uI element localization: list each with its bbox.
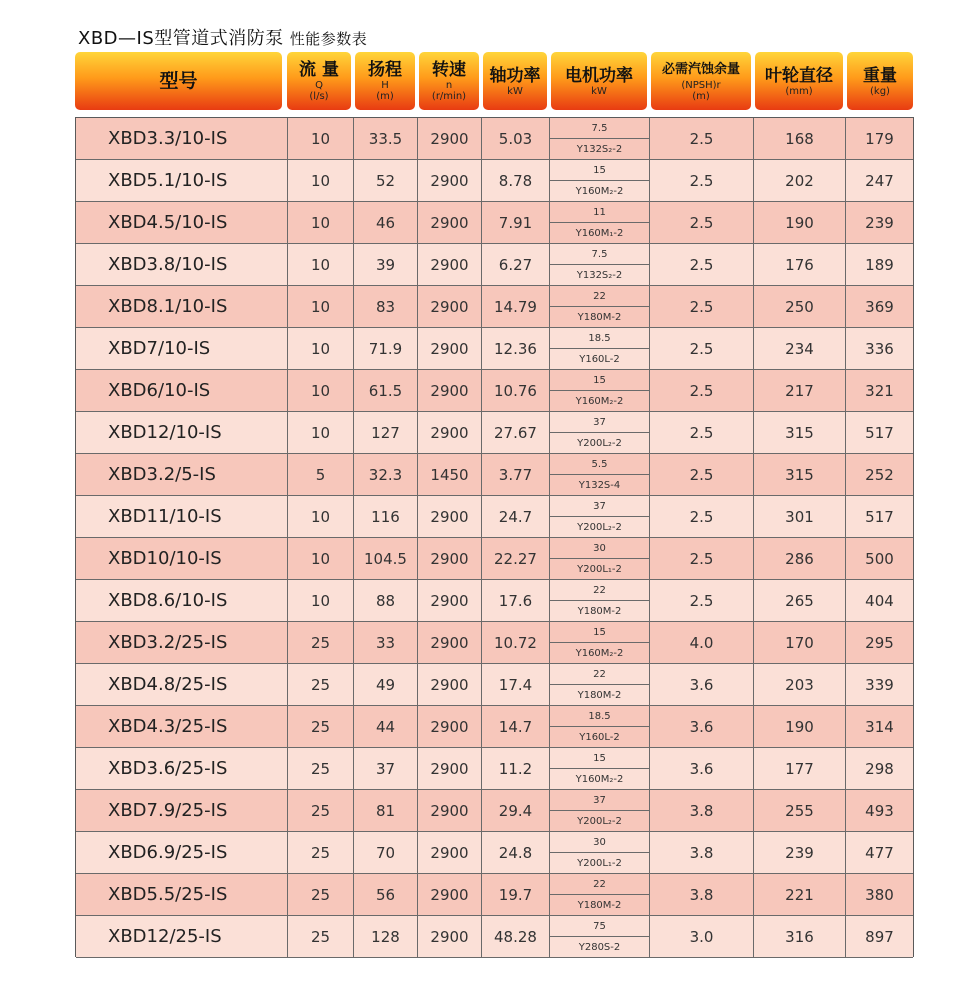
motor-power-cell xyxy=(550,832,650,874)
motor-kw: 22 xyxy=(550,874,649,895)
impeller-cell: 301 xyxy=(754,496,846,538)
table-row xyxy=(76,832,913,874)
npsh-cell: 3.6 xyxy=(650,748,754,790)
impeller-cell: 250 xyxy=(754,286,846,328)
model-cell: XBD3.3/10-IS xyxy=(76,118,288,160)
motor-power-cell xyxy=(550,790,650,832)
header-motor-label: 电机功率 xyxy=(565,65,633,86)
model-cell: XBD7/10-IS xyxy=(76,328,288,370)
impeller-cell: 286 xyxy=(754,538,846,580)
speed-cell: 2900 xyxy=(418,118,482,160)
impeller-cell: 315 xyxy=(754,412,846,454)
model-cell: XBD6.9/25-IS xyxy=(76,832,288,874)
speed-cell: 2900 xyxy=(418,538,482,580)
model-cell: XBD5.1/10-IS xyxy=(76,160,288,202)
weight-cell: 336 xyxy=(846,328,913,370)
weight-cell: 517 xyxy=(846,412,913,454)
model-cell: XBD3.6/25-IS xyxy=(76,748,288,790)
head-cell: 46 xyxy=(354,202,418,244)
flow-cell: 10 xyxy=(288,118,354,160)
motor-power-cell xyxy=(550,328,650,370)
model-cell: XBD8.1/10-IS xyxy=(76,286,288,328)
table-row xyxy=(76,748,913,790)
speed-cell: 1450 xyxy=(418,454,482,496)
motor-kw: 7.5 xyxy=(550,244,649,265)
npsh-cell: 3.0 xyxy=(650,916,754,958)
weight-cell: 897 xyxy=(846,916,913,958)
flow-cell: 10 xyxy=(288,412,354,454)
table-row xyxy=(76,916,913,958)
shaft-power-cell: 14.7 xyxy=(482,706,550,748)
shaft-power-cell: 17.6 xyxy=(482,580,550,622)
header-flow xyxy=(287,52,351,110)
weight-cell: 369 xyxy=(846,286,913,328)
npsh-cell: 3.8 xyxy=(650,874,754,916)
table-row xyxy=(76,664,913,706)
impeller-cell: 315 xyxy=(754,454,846,496)
head-cell: 33.5 xyxy=(354,118,418,160)
motor-power-cell xyxy=(550,244,650,286)
impeller-cell: 316 xyxy=(754,916,846,958)
head-cell: 39 xyxy=(354,244,418,286)
speed-cell: 2900 xyxy=(418,580,482,622)
impeller-cell: 221 xyxy=(754,874,846,916)
npsh-cell: 2.5 xyxy=(650,328,754,370)
motor-power-cell xyxy=(550,916,650,958)
weight-cell: 298 xyxy=(846,748,913,790)
table-row xyxy=(76,496,913,538)
flow-cell: 10 xyxy=(288,370,354,412)
title-main: XBD—IS型管道式消防泵 xyxy=(78,28,284,49)
flow-cell: 25 xyxy=(288,832,354,874)
motor-power-cell xyxy=(550,202,650,244)
flow-cell: 25 xyxy=(288,706,354,748)
npsh-cell: 2.5 xyxy=(650,496,754,538)
flow-cell: 5 xyxy=(288,454,354,496)
motor-type: Y200L₁-2 xyxy=(577,563,622,575)
motor-kw: 22 xyxy=(550,580,649,601)
header-head-unit: (m) xyxy=(376,91,394,102)
head-cell: 44 xyxy=(354,706,418,748)
motor-type: Y132S-4 xyxy=(578,479,621,491)
motor-type: Y160M₁-2 xyxy=(575,227,624,239)
model-cell: XBD3.2/25-IS xyxy=(76,622,288,664)
motor-power-cell xyxy=(550,370,650,412)
model-cell: XBD4.8/25-IS xyxy=(76,664,288,706)
motor-type: Y160M₂-2 xyxy=(575,395,624,407)
impeller-cell: 170 xyxy=(754,622,846,664)
model-cell: XBD12/25-IS xyxy=(76,916,288,958)
head-cell: 37 xyxy=(354,748,418,790)
motor-type: Y200L₂-2 xyxy=(577,521,622,533)
head-cell: 128 xyxy=(354,916,418,958)
header-npsh xyxy=(651,52,751,110)
flow-cell: 25 xyxy=(288,622,354,664)
speed-cell: 2900 xyxy=(418,244,482,286)
table-row xyxy=(76,202,913,244)
header-model-label: 型号 xyxy=(159,70,198,92)
title-sub: 性能参数表 xyxy=(289,30,368,48)
weight-cell: 314 xyxy=(846,706,913,748)
model-cell: XBD11/10-IS xyxy=(76,496,288,538)
speed-cell: 2900 xyxy=(418,790,482,832)
motor-power-cell xyxy=(550,286,650,328)
model-cell: XBD3.2/5-IS xyxy=(76,454,288,496)
weight-cell: 517 xyxy=(846,496,913,538)
shaft-power-cell: 8.78 xyxy=(482,160,550,202)
table-row xyxy=(76,454,913,496)
shaft-power-cell: 12.36 xyxy=(482,328,550,370)
shaft-power-cell: 19.7 xyxy=(482,874,550,916)
speed-cell: 2900 xyxy=(418,160,482,202)
weight-cell: 380 xyxy=(846,874,913,916)
table-row xyxy=(76,706,913,748)
motor-kw: 22 xyxy=(550,286,649,307)
motor-kw: 7.5 xyxy=(550,118,649,139)
motor-kw: 30 xyxy=(550,832,649,853)
page-title xyxy=(78,24,367,50)
speed-cell: 2900 xyxy=(418,916,482,958)
weight-cell: 493 xyxy=(846,790,913,832)
flow-cell: 25 xyxy=(288,790,354,832)
impeller-cell: 239 xyxy=(754,832,846,874)
weight-cell: 239 xyxy=(846,202,913,244)
motor-power-cell xyxy=(550,496,650,538)
speed-cell: 2900 xyxy=(418,664,482,706)
npsh-cell: 3.8 xyxy=(650,832,754,874)
header-speed-label: 转速 xyxy=(432,60,466,80)
npsh-cell: 3.6 xyxy=(650,664,754,706)
header-shaft-power xyxy=(483,52,547,110)
motor-type: Y200L₂-2 xyxy=(577,815,622,827)
speed-cell: 2900 xyxy=(418,286,482,328)
motor-power-cell xyxy=(550,118,650,160)
motor-type: Y132S₂-2 xyxy=(576,143,623,155)
npsh-cell: 2.5 xyxy=(650,412,754,454)
impeller-cell: 177 xyxy=(754,748,846,790)
motor-type: Y180M-2 xyxy=(577,311,622,323)
motor-kw: 15 xyxy=(550,370,649,391)
speed-cell: 2900 xyxy=(418,412,482,454)
shaft-power-cell: 24.8 xyxy=(482,832,550,874)
impeller-cell: 255 xyxy=(754,790,846,832)
head-cell: 81 xyxy=(354,790,418,832)
head-cell: 83 xyxy=(354,286,418,328)
header-model xyxy=(75,52,282,110)
head-cell: 32.3 xyxy=(354,454,418,496)
motor-type: Y160M₂-2 xyxy=(575,185,624,197)
weight-cell: 500 xyxy=(846,538,913,580)
model-cell: XBD12/10-IS xyxy=(76,412,288,454)
speed-cell: 2900 xyxy=(418,622,482,664)
speed-cell: 2900 xyxy=(418,832,482,874)
weight-cell: 252 xyxy=(846,454,913,496)
table-row xyxy=(76,580,913,622)
header-shaft-label: 轴功率 xyxy=(489,65,541,86)
header-speed-unit: (r/min) xyxy=(431,91,467,102)
shaft-power-cell: 27.67 xyxy=(482,412,550,454)
impeller-cell: 202 xyxy=(754,160,846,202)
motor-power-cell xyxy=(550,622,650,664)
header-shaft-unit: kW xyxy=(507,85,523,97)
motor-power-cell xyxy=(550,664,650,706)
motor-type: Y160M₂-2 xyxy=(575,773,624,785)
flow-cell: 25 xyxy=(288,874,354,916)
npsh-cell: 2.5 xyxy=(650,454,754,496)
impeller-cell: 176 xyxy=(754,244,846,286)
motor-kw: 5.5 xyxy=(550,454,649,475)
table-row xyxy=(76,790,913,832)
head-cell: 116 xyxy=(354,496,418,538)
table-row xyxy=(76,622,913,664)
weight-cell: 339 xyxy=(846,664,913,706)
shaft-power-cell: 3.77 xyxy=(482,454,550,496)
speed-cell: 2900 xyxy=(418,748,482,790)
motor-type: Y132S₂-2 xyxy=(576,269,623,281)
shaft-power-cell: 22.27 xyxy=(482,538,550,580)
header-head-symbol: H xyxy=(381,80,389,91)
weight-cell: 189 xyxy=(846,244,913,286)
header-weight-unit: (kg) xyxy=(870,85,890,97)
table-row xyxy=(76,874,913,916)
motor-type: Y200L₁-2 xyxy=(577,857,622,869)
weight-cell: 321 xyxy=(846,370,913,412)
header-impeller-unit: (mm) xyxy=(785,85,813,97)
speed-cell: 2900 xyxy=(418,874,482,916)
model-cell: XBD4.5/10-IS xyxy=(76,202,288,244)
motor-type: Y180M-2 xyxy=(577,605,622,617)
motor-power-cell xyxy=(550,874,650,916)
shaft-power-cell: 17.4 xyxy=(482,664,550,706)
npsh-cell: 2.5 xyxy=(650,370,754,412)
motor-power-cell xyxy=(550,412,650,454)
impeller-cell: 190 xyxy=(754,202,846,244)
shaft-power-cell: 7.91 xyxy=(482,202,550,244)
head-cell: 88 xyxy=(354,580,418,622)
header-npsh-unit: (m) xyxy=(692,91,710,102)
shaft-power-cell: 11.2 xyxy=(482,748,550,790)
model-cell: XBD3.8/10-IS xyxy=(76,244,288,286)
npsh-cell: 3.6 xyxy=(650,706,754,748)
table-row xyxy=(76,370,913,412)
motor-kw: 30 xyxy=(550,538,649,559)
speed-cell: 2900 xyxy=(418,706,482,748)
weight-cell: 179 xyxy=(846,118,913,160)
npsh-cell: 4.0 xyxy=(650,622,754,664)
head-cell: 49 xyxy=(354,664,418,706)
flow-cell: 10 xyxy=(288,160,354,202)
flow-cell: 10 xyxy=(288,496,354,538)
header-flow-unit: (l/s) xyxy=(309,91,329,102)
table-row xyxy=(76,412,913,454)
motor-power-cell xyxy=(550,748,650,790)
header-motor-power xyxy=(551,52,647,110)
motor-kw: 18.5 xyxy=(550,328,649,349)
head-cell: 70 xyxy=(354,832,418,874)
header-weight xyxy=(847,52,913,110)
table-row xyxy=(76,538,913,580)
table-row xyxy=(76,286,913,328)
model-cell: XBD8.6/10-IS xyxy=(76,580,288,622)
weight-cell: 404 xyxy=(846,580,913,622)
motor-type: Y160L-2 xyxy=(579,731,620,743)
speed-cell: 2900 xyxy=(418,328,482,370)
motor-kw: 37 xyxy=(550,412,649,433)
motor-kw: 22 xyxy=(550,664,649,685)
header-impeller xyxy=(755,52,843,110)
npsh-cell: 2.5 xyxy=(650,286,754,328)
flow-cell: 10 xyxy=(288,244,354,286)
motor-power-cell xyxy=(550,538,650,580)
header-speed xyxy=(419,52,479,110)
weight-cell: 247 xyxy=(846,160,913,202)
motor-kw: 15 xyxy=(550,622,649,643)
speed-cell: 2900 xyxy=(418,202,482,244)
speed-cell: 2900 xyxy=(418,370,482,412)
header-weight-label: 重量 xyxy=(863,65,897,86)
header-flow-label: 流 量 xyxy=(299,60,339,80)
head-cell: 104.5 xyxy=(354,538,418,580)
model-cell: XBD4.3/25-IS xyxy=(76,706,288,748)
motor-kw: 37 xyxy=(550,496,649,517)
flow-cell: 10 xyxy=(288,286,354,328)
npsh-cell: 3.8 xyxy=(650,790,754,832)
motor-kw: 11 xyxy=(550,202,649,223)
model-cell: XBD10/10-IS xyxy=(76,538,288,580)
motor-kw: 37 xyxy=(550,790,649,811)
impeller-cell: 168 xyxy=(754,118,846,160)
shaft-power-cell: 10.76 xyxy=(482,370,550,412)
impeller-cell: 217 xyxy=(754,370,846,412)
flow-cell: 10 xyxy=(288,328,354,370)
head-cell: 61.5 xyxy=(354,370,418,412)
flow-cell: 10 xyxy=(288,202,354,244)
motor-type: Y160L-2 xyxy=(579,353,620,365)
weight-cell: 295 xyxy=(846,622,913,664)
motor-type: Y180M-2 xyxy=(577,689,622,701)
speed-cell: 2900 xyxy=(418,496,482,538)
weight-cell: 477 xyxy=(846,832,913,874)
motor-type: Y280S-2 xyxy=(578,941,621,953)
shaft-power-cell: 48.28 xyxy=(482,916,550,958)
header-head xyxy=(355,52,415,110)
shaft-power-cell: 14.79 xyxy=(482,286,550,328)
motor-type: Y200L₂-2 xyxy=(577,437,622,449)
header-motor-unit: kW xyxy=(591,85,607,97)
npsh-cell: 2.5 xyxy=(650,202,754,244)
npsh-cell: 2.5 xyxy=(650,538,754,580)
npsh-cell: 2.5 xyxy=(650,118,754,160)
header-flow-symbol: Q xyxy=(315,80,323,91)
impeller-cell: 190 xyxy=(754,706,846,748)
impeller-cell: 203 xyxy=(754,664,846,706)
model-cell: XBD6/10-IS xyxy=(76,370,288,412)
shaft-power-cell: 24.7 xyxy=(482,496,550,538)
motor-kw: 15 xyxy=(550,160,649,181)
header-speed-symbol: n xyxy=(445,80,453,91)
head-cell: 71.9 xyxy=(354,328,418,370)
head-cell: 52 xyxy=(354,160,418,202)
performance-table xyxy=(75,117,914,957)
motor-power-cell xyxy=(550,580,650,622)
shaft-power-cell: 29.4 xyxy=(482,790,550,832)
motor-kw: 18.5 xyxy=(550,706,649,727)
header-npsh-label: 必需汽蚀余量 xyxy=(661,62,740,77)
table-row xyxy=(76,160,913,202)
flow-cell: 25 xyxy=(288,916,354,958)
npsh-cell: 2.5 xyxy=(650,580,754,622)
flow-cell: 25 xyxy=(288,664,354,706)
motor-type: Y160M₂-2 xyxy=(575,647,624,659)
model-cell: XBD5.5/25-IS xyxy=(76,874,288,916)
shaft-power-cell: 6.27 xyxy=(482,244,550,286)
flow-cell: 25 xyxy=(288,748,354,790)
header-impeller-label: 叶轮直径 xyxy=(765,65,833,86)
flow-cell: 10 xyxy=(288,538,354,580)
table-row xyxy=(76,244,913,286)
npsh-cell: 2.5 xyxy=(650,244,754,286)
shaft-power-cell: 10.72 xyxy=(482,622,550,664)
impeller-cell: 234 xyxy=(754,328,846,370)
motor-power-cell xyxy=(550,454,650,496)
motor-power-cell xyxy=(550,160,650,202)
motor-kw: 15 xyxy=(550,748,649,769)
head-cell: 127 xyxy=(354,412,418,454)
model-cell: XBD7.9/25-IS xyxy=(76,790,288,832)
motor-power-cell xyxy=(550,706,650,748)
table-row xyxy=(76,118,913,160)
shaft-power-cell: 5.03 xyxy=(482,118,550,160)
motor-type: Y180M-2 xyxy=(577,899,622,911)
impeller-cell: 265 xyxy=(754,580,846,622)
flow-cell: 10 xyxy=(288,580,354,622)
header-npsh-symbol: (NPSH)r xyxy=(681,80,721,91)
head-cell: 56 xyxy=(354,874,418,916)
head-cell: 33 xyxy=(354,622,418,664)
motor-kw: 75 xyxy=(550,916,649,937)
npsh-cell: 2.5 xyxy=(650,160,754,202)
table-row xyxy=(76,328,913,370)
header-head-label: 扬程 xyxy=(368,60,402,80)
